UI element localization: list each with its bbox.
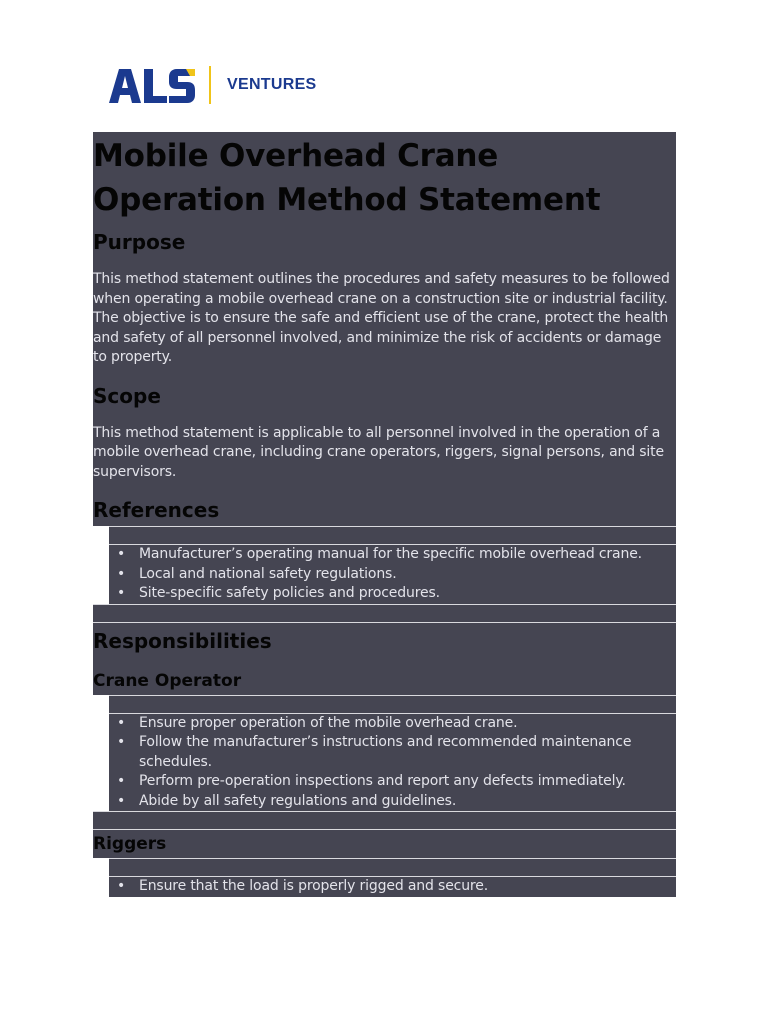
logo-subtitle: VENTURES xyxy=(227,76,317,93)
list-top-band xyxy=(109,695,676,714)
purpose-text: This method statement outlines the procedures and safety measures to be followed when operating a mobile overhead crane on a construction site or industrial facility. The objective is to ensure the safe and efficient use of the crane, protect the health and safety of all personnel involved, and minimize the risk of accidents or damage to property. xyxy=(93,271,670,365)
logo-divider xyxy=(209,66,211,104)
list-bottom-band xyxy=(93,604,676,623)
list-item-text: Site-specific safety policies and procedures. xyxy=(139,585,440,601)
list-item xyxy=(109,733,676,772)
bullet-icon: • xyxy=(117,878,126,894)
crane-operator-heading: Crane Operator xyxy=(93,670,242,691)
list-item xyxy=(109,565,676,585)
list-item-text: Manufacturer’s operating manual for the specific mobile overhead crane. xyxy=(139,546,642,562)
references-heading: References xyxy=(93,498,220,522)
bullet-icon: • xyxy=(117,585,126,601)
document-content xyxy=(93,132,676,897)
list-top-band xyxy=(109,858,676,877)
list-item-text: Ensure that the load is properly rigged and secure. xyxy=(139,878,488,894)
list-item-text: Perform pre-operation inspections and report any defects immediately. xyxy=(139,773,626,789)
list-item-text: Abide by all safety regulations and guidelines. xyxy=(139,792,457,809)
riggers-list xyxy=(109,877,676,897)
references-list xyxy=(109,545,676,604)
list-item xyxy=(109,772,676,792)
list-item xyxy=(109,584,676,604)
list-bottom-band xyxy=(93,811,676,830)
list-item-text: Local and national safety regulations. xyxy=(139,565,397,582)
document-title: Mobile Overhead Crane Operation Method Statement xyxy=(93,138,601,218)
bullet-icon: • xyxy=(117,546,126,562)
scope-text: This method statement is applicable to all personnel involved in the operation of a mobile overhead crane, including crane operators, riggers, signal persons, and site supervisors. xyxy=(93,424,664,480)
bullet-icon: • xyxy=(117,773,126,789)
list-item-text: Ensure proper operation of the mobile overhead crane. xyxy=(139,714,518,731)
scope-heading: Scope xyxy=(93,383,161,408)
list-item xyxy=(109,792,676,812)
bullet-icon: • xyxy=(117,714,126,731)
list-item xyxy=(109,714,676,734)
company-logo xyxy=(107,64,317,106)
list-item xyxy=(109,877,676,897)
bullet-icon: • xyxy=(117,565,126,582)
list-item xyxy=(109,545,676,565)
riggers-heading: Riggers xyxy=(93,834,167,854)
bullet-icon: • xyxy=(117,734,126,750)
list-item-text: Follow the manufacturer’s instructions and recommended maintenance schedules. xyxy=(139,734,632,770)
bullet-icon: • xyxy=(117,792,126,809)
crane-operator-list xyxy=(109,714,676,812)
list-top-band xyxy=(109,526,676,545)
purpose-heading: Purpose xyxy=(93,230,186,254)
responsibilities-heading: Responsibilities xyxy=(93,628,272,653)
als-logo-icon xyxy=(107,65,197,105)
